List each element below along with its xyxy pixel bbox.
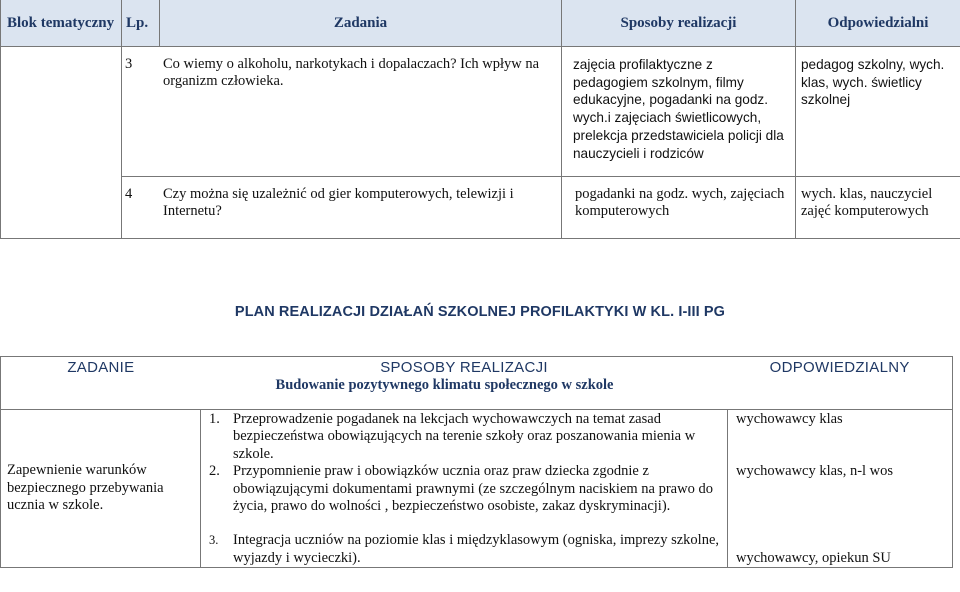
col-odpowiedzialny: ODPOWIEDZIALNY [769,359,910,376]
top-table-header-row [1,0,960,47]
item-text: Integracja uczniów na poziomie klas i międzyklasowym (ogniska, imprezy szkolne, wyjazdy i wycieczki). [233,532,720,566]
item-text: Przypomnienie praw i obowiązków ucznia oraz praw dziecka zgodnie z obowiązującymi dokumentami prawnymi (ze szczególnym naciskiem na prawo do życia, prawo do wolności , bezpieczeństwo osobiste, zakaz dyskryminacji). [233,463,713,515]
header-sposoby-realizacji: Sposoby realizacji [562,0,796,47]
header-blok-tematyczny: Blok tematyczny [1,0,122,47]
responsible-cell: pedagog szkolny, wych. klas, wych. świetlicy szkolnej [796,47,960,177]
responsible-cell: wych. klas, nauczyciel zajęć komputerowych [796,177,960,239]
item-number: 1. [209,411,220,427]
blok-cell [1,177,122,239]
list-item [209,410,727,463]
row-number: 3 [125,56,133,72]
task-cell [122,177,562,239]
methods-cell: pogadanki na godz. wych, zajęciach komputerowych [562,177,796,239]
task-text: Co wiemy o alkoholu, narkotykach i dopalaczach? Ich wpływ na organizm człowieka. [163,56,540,89]
plan-table [0,356,953,568]
responsible-2: wychowawcy klas, n-l wos [736,463,894,479]
table-row [1,177,960,239]
methods-cell [201,410,728,568]
methods-cell: zajęcia profilaktyczne z pedagogiem szkolnym, filmy edukacyjne, pogadanki na godz. wych.i zajęciach świetlicowych, prelekcja przedstawiciela policji dla nauczycieli i rodziców [562,47,796,177]
section-title: Budowanie pozytywnego klimatu społecznego w szkole [275,377,614,393]
table-row [1,410,953,568]
plan-title: PLAN REALIZACJI DZIAŁAŃ SZKOLNEJ PROFILAKTYKI W KL. I-III PG [234,304,726,320]
plan-table-header [1,357,953,410]
plan-table-header-row [1,357,953,410]
list-item [209,463,727,515]
col-zadanie: ZADANIE [67,359,135,376]
row-number: 4 [125,186,133,202]
blok-cell [1,47,122,177]
header-odpowiedzialni: Odpowiedzialni [796,0,960,47]
col-sposoby-realizacji: SPOSOBY REALIZACJI [380,359,548,376]
task-cell [122,47,562,177]
item-number: 3. [209,533,219,548]
responsible-3: wychowawcy, opiekun SU [736,550,891,566]
top-table [0,0,960,239]
header-zadania: Zadania [160,0,562,47]
item-text: Przeprowadzenie pogadanek na lekcjach wychowawczych na temat zasad bezpieczeństwa obowiązujących na terenie szkoły oraz poszanowania mienia w szkole. [233,411,696,462]
goal-cell: Zapewnienie warunków bezpiecznego przebywania ucznia w szkole. [1,410,201,568]
responsible-1: wychowawcy klas [736,411,843,427]
responsible-cell [728,410,953,568]
list-item [209,515,727,567]
table-row [1,47,960,177]
header-lp: Lp. [122,0,160,47]
task-text: Czy można się uzależnić od gier komputerowych, telewizji i Internetu? [163,186,514,219]
item-number: 2. [209,463,220,480]
